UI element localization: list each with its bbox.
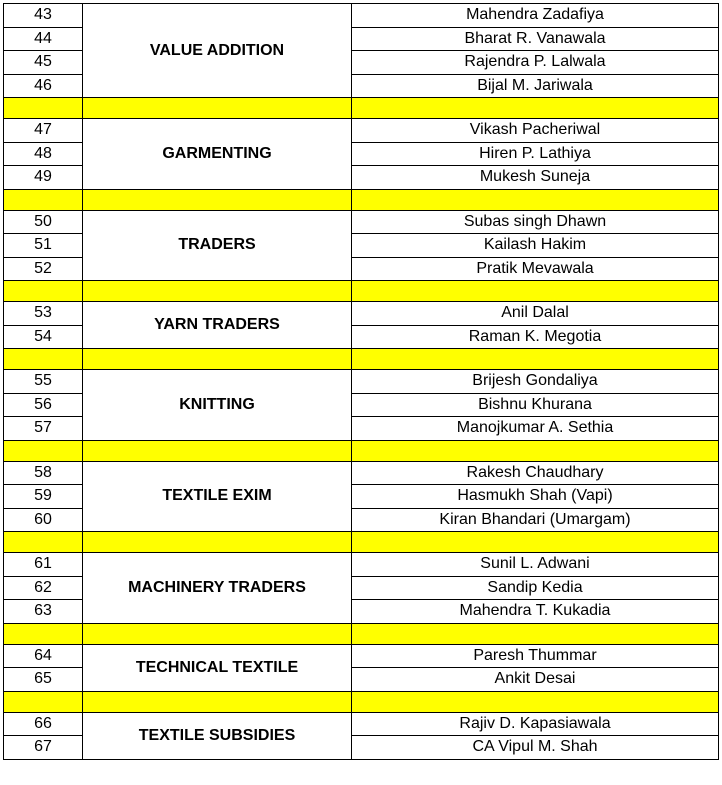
serial-number-cell: 67	[4, 736, 83, 760]
member-name-cell: Mukesh Suneja	[352, 166, 719, 190]
member-name-cell: Bharat R. Vanawala	[352, 27, 719, 51]
serial-number-cell: 49	[4, 166, 83, 190]
member-name-cell: Manojkumar A. Sethia	[352, 417, 719, 441]
separator-row	[4, 349, 719, 370]
separator-cell	[4, 98, 83, 119]
category-cell: TRADERS	[83, 210, 352, 281]
table-row	[4, 553, 719, 577]
category-cell: TEXTILE EXIM	[83, 461, 352, 532]
member-name-cell: Brijesh Gondaliya	[352, 370, 719, 394]
serial-number-cell: 55	[4, 370, 83, 394]
separator-cell	[352, 281, 719, 302]
serial-number-cell: 65	[4, 668, 83, 692]
separator-row	[4, 281, 719, 302]
member-name-cell: Mahendra T. Kukadia	[352, 600, 719, 624]
serial-number-cell: 54	[4, 325, 83, 349]
serial-number-cell: 56	[4, 393, 83, 417]
serial-number-cell: 62	[4, 576, 83, 600]
member-name-cell: Mahendra Zadafiya	[352, 4, 719, 28]
separator-cell	[83, 281, 352, 302]
separator-cell	[83, 623, 352, 644]
separator-cell	[4, 440, 83, 461]
separator-cell	[83, 691, 352, 712]
serial-number-cell: 50	[4, 210, 83, 234]
separator-cell	[4, 623, 83, 644]
table-row	[4, 370, 719, 394]
separator-row	[4, 189, 719, 210]
member-name-cell: Bishnu Khurana	[352, 393, 719, 417]
table-row	[4, 644, 719, 668]
separator-cell	[83, 349, 352, 370]
serial-number-cell: 57	[4, 417, 83, 441]
serial-number-cell: 58	[4, 461, 83, 485]
member-name-cell: Anil Dalal	[352, 302, 719, 326]
separator-cell	[83, 98, 352, 119]
committee-member-table	[3, 3, 719, 760]
table-row	[4, 4, 719, 28]
category-cell: GARMENTING	[83, 119, 352, 190]
separator-row	[4, 98, 719, 119]
separator-row	[4, 440, 719, 461]
member-name-cell: Sunil L. Adwani	[352, 553, 719, 577]
separator-cell	[352, 189, 719, 210]
table-row	[4, 302, 719, 326]
separator-cell	[352, 349, 719, 370]
separator-cell	[4, 189, 83, 210]
separator-cell	[352, 532, 719, 553]
member-name-cell: Kiran Bhandari (Umargam)	[352, 508, 719, 532]
separator-cell	[352, 623, 719, 644]
category-cell: TEXTILE SUBSIDIES	[83, 712, 352, 759]
serial-number-cell: 60	[4, 508, 83, 532]
table-row	[4, 119, 719, 143]
member-name-cell: CA Vipul M. Shah	[352, 736, 719, 760]
serial-number-cell: 59	[4, 485, 83, 509]
separator-cell	[352, 691, 719, 712]
serial-number-cell: 51	[4, 234, 83, 258]
member-name-cell: Paresh Thummar	[352, 644, 719, 668]
member-name-cell: Bijal M. Jariwala	[352, 74, 719, 98]
serial-number-cell: 61	[4, 553, 83, 577]
category-cell: VALUE ADDITION	[83, 4, 352, 98]
member-name-cell: Vikash Pacheriwal	[352, 119, 719, 143]
category-cell: KNITTING	[83, 370, 352, 441]
serial-number-cell: 45	[4, 51, 83, 75]
member-name-cell: Ankit Desai	[352, 668, 719, 692]
separator-cell	[4, 349, 83, 370]
separator-cell	[4, 691, 83, 712]
member-name-cell: Rajendra P. Lalwala	[352, 51, 719, 75]
category-cell: TECHNICAL TEXTILE	[83, 644, 352, 691]
table-row	[4, 712, 719, 736]
member-name-cell: Sandip Kedia	[352, 576, 719, 600]
member-name-cell: Hasmukh Shah (Vapi)	[352, 485, 719, 509]
serial-number-cell: 46	[4, 74, 83, 98]
serial-number-cell: 48	[4, 142, 83, 166]
table-row	[4, 461, 719, 485]
separator-row	[4, 691, 719, 712]
table-row	[4, 210, 719, 234]
member-name-cell: Kailash Hakim	[352, 234, 719, 258]
category-cell: YARN TRADERS	[83, 302, 352, 349]
serial-number-cell: 44	[4, 27, 83, 51]
separator-cell	[83, 440, 352, 461]
separator-cell	[352, 440, 719, 461]
separator-cell	[83, 532, 352, 553]
separator-row	[4, 532, 719, 553]
member-name-cell: Hiren P. Lathiya	[352, 142, 719, 166]
member-name-cell: Subas singh Dhawn	[352, 210, 719, 234]
table-body	[4, 4, 719, 760]
serial-number-cell: 63	[4, 600, 83, 624]
serial-number-cell: 64	[4, 644, 83, 668]
member-name-cell: Pratik Mevawala	[352, 257, 719, 281]
serial-number-cell: 43	[4, 4, 83, 28]
member-name-cell: Rakesh Chaudhary	[352, 461, 719, 485]
separator-cell	[83, 189, 352, 210]
member-name-cell: Raman K. Megotia	[352, 325, 719, 349]
serial-number-cell: 47	[4, 119, 83, 143]
separator-cell	[352, 98, 719, 119]
separator-cell	[4, 281, 83, 302]
serial-number-cell: 52	[4, 257, 83, 281]
serial-number-cell: 53	[4, 302, 83, 326]
separator-cell	[4, 532, 83, 553]
serial-number-cell: 66	[4, 712, 83, 736]
category-cell: MACHINERY TRADERS	[83, 553, 352, 624]
separator-row	[4, 623, 719, 644]
member-name-cell: Rajiv D. Kapasiawala	[352, 712, 719, 736]
